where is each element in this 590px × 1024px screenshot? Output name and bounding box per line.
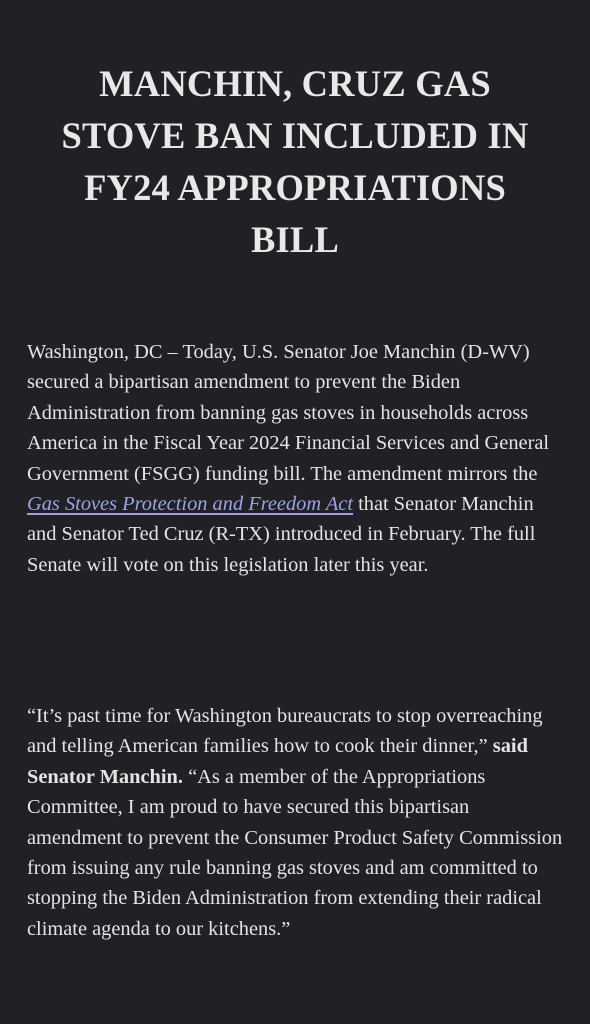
quote-remainder: “As a member of the Appropriations Committee, I am proud to have secured this bipartisan amendment to prevent the Consumer Product Safety Commission from issuing any rule banning gas stoves and am committed to stopping the Biden Administration from extending their radical climate agenda to our kitchens.”: [27, 765, 563, 940]
quote-paragraph: [27, 701, 564, 944]
quote-attribution: said Senator Manchin.: [27, 735, 528, 788]
headline-line-1: MANCHIN, CRUZ GAS: [99, 63, 491, 104]
headline-line-2: STOVE BAN INCLUDED IN: [61, 115, 529, 156]
headline-line-3: FY24 APPROPRIATIONS: [84, 167, 506, 208]
gas-stoves-act-link[interactable]: Gas Stoves Protection and Freedom Act: [27, 493, 353, 516]
headline: [27, 0, 563, 266]
headline-line-4: BILL: [250, 219, 340, 260]
intro-text-before-link: Washington, DC – Today, U.S. Senator Joe Manchin (D-WV) secured a bipartisan amendment to prevent the Biden Administration from banning gas stoves in households across America in the Fiscal Year 2024 Financial Services and General Government (FSGG) funding bill. The amendment mirrors the: [27, 341, 550, 485]
quote-opening: “It’s past time for Washington bureaucrats to stop overreaching and telling American families how to cook their dinner,”: [27, 705, 543, 758]
intro-paragraph: [27, 337, 564, 580]
intro-text-after-link: that Senator Manchin and Senator Ted Cruz (R-TX) introduced in February. The full Senate will vote on this legislation later this year.: [27, 493, 536, 576]
